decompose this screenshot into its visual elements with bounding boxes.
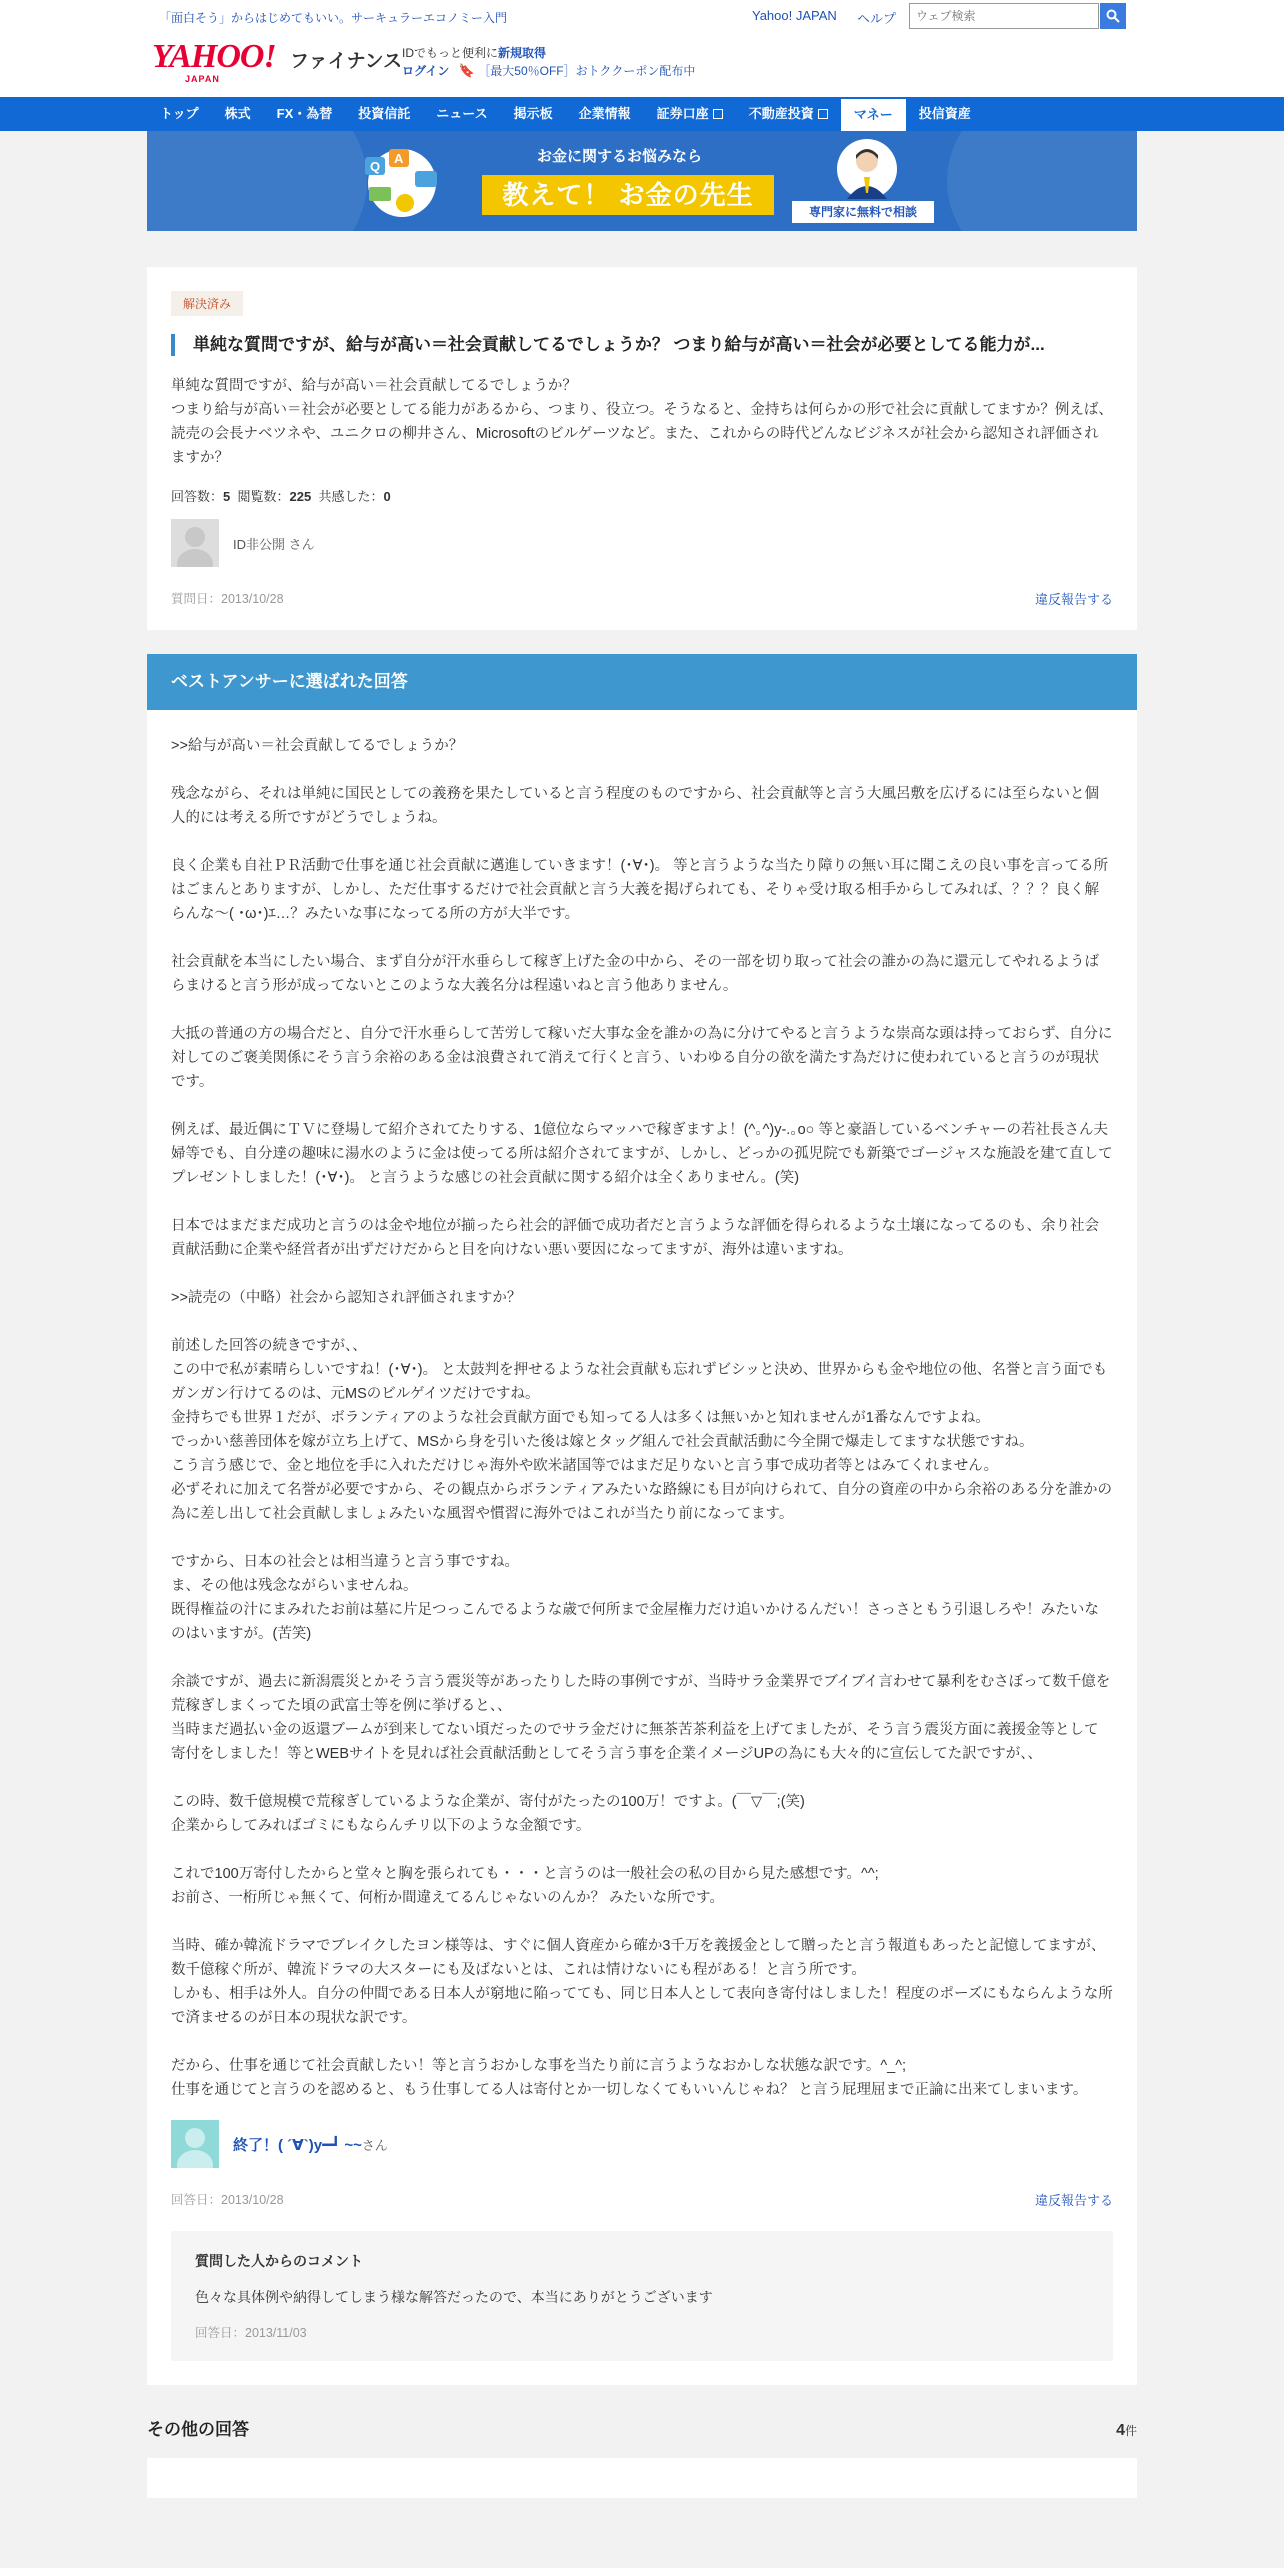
question-body [171, 374, 1113, 470]
asker-comment [171, 2231, 1113, 2361]
avatar [171, 519, 219, 567]
status-badge: 解決済み [171, 291, 243, 316]
answer-paragraph: 良く企業も自社ＰＲ活動で仕事を通じ社会貢献に邁進していきます！(･∀･)。 等と言うような当たり障りの無い耳に聞こえの良い事を言ってる所はごまんとありますが、しかし、ただ仕事するだけで社会貢献と言う大義を掲げられても、そりゃ受け取る相手からしてみれば、？？？良く解らんな～( ･ω･)ｴ…？みたいな事になってる所の方が大半です。 [171, 858, 1109, 922]
site-header [0, 32, 1284, 97]
nav-fund-assets[interactable] [906, 97, 984, 131]
nav-board[interactable] [501, 97, 566, 131]
service-name[interactable]: ファイナンス [290, 51, 403, 72]
nav-company[interactable] [566, 97, 644, 131]
answer-date: 回答日：2013/10/28 [171, 2193, 284, 2207]
banner-cta[interactable]: 専門家に無料で相談 [792, 201, 934, 223]
svg-text:A: A [394, 151, 404, 166]
comment-date: 回答日：2013/11/03 [195, 2326, 307, 2340]
answer-paragraph: ですから、日本の社会とは相当違うと言う事ですね。 ま、その他は残念ながらいませんね。 既得権益の汁にまみれたお前は墓に片足つっこんでるような歳で何所まで金屋権力だけ追いかけるんだい！さっさともう引退しろや！みたいなのはいますが。(苦笑) [171, 1554, 1099, 1642]
question-meta [171, 589, 1113, 608]
yahoo-logo[interactable]: YAHOO! [152, 38, 276, 75]
answer-paragraph: 前述した回答の続きですが、、 この中で私が素晴らしいですね！(･∀･)。 と太鼓判を押せるような社会貢献も忘れずビシッと決め、世界からも金や地位の他、名誉と言う面でもガンガン行けてるのは、元MSのビルゲイツだけですね。 金持ちでも世界１だが、ボランティアのような社会貢献方面でも知ってる人は多くは無いかと知れませんが1番なんですよね。 でっかい慈善団体を嫁が立ち上げて、MSから身を引いた後は嫁とタッグ組んで社会貢献活動に今全開で爆走してますな状態ですね。 こう言う感じで、金と地位を手に入れただけじゃ海外や欧米諸国等ではまだ足りないと言う事で成功者等とはみてくれません。 必ずそれに加えて名誉が必要ですから、その観点からボランティアみたいな路線にも目が向けられて、自分の資産の中から余裕のある分を誰かの為に差し出して社会貢献しましょみたいな風習や慣習に海外ではこれが当たり前になってます。 [171, 1338, 1113, 1522]
answer-paragraph: この時、数千億規模で荒稼ぎしているような企業が、寄付がたったの100万！ですよ。(￣▽￣;(笑) 企業からしてみればゴミにもならんチリ以下のような金額です。 [171, 1794, 805, 1834]
nav-label: 企業情報 [578, 106, 631, 121]
register-link[interactable]: 新規取得 [498, 46, 547, 60]
web-search-input[interactable] [909, 3, 1099, 29]
nav-label: ニュース [436, 106, 488, 121]
answer-paragraph: >>読売の（中略）社会から認知され評価されますか？ [171, 1290, 522, 1306]
answerer-name-link[interactable]: 終了！( ´∀`)y━┛ ~~ [233, 2136, 362, 2154]
banner-title: 教えて！ お金の先生 [482, 175, 774, 215]
nav-stocks[interactable] [212, 97, 264, 131]
advisor-icon [837, 137, 897, 203]
top-bar [0, 0, 1284, 32]
nav-label: 掲示板 [513, 106, 553, 121]
svg-text:Q: Q [370, 159, 381, 174]
question-stats [171, 486, 1113, 505]
other-answers-number: 4 [1116, 2422, 1125, 2439]
login-link[interactable]: ログイン [402, 64, 450, 78]
login-row [402, 62, 695, 79]
external-link-icon [713, 109, 723, 119]
best-answer-card [147, 710, 1137, 2385]
nav-label: トップ [160, 106, 199, 121]
yahoo-japan-link[interactable]: Yahoo! JAPAN [752, 8, 837, 23]
question-body-line: つまり給与が高い＝社会が必要としてる能力があるから、つまり、役立つ。そうなると、金持ちは何らかの形で社会に貢献してますか？例えば、読売の会長ナベツネや、ユニクロの柳井さん、Microsoftのビルゲーツなど。また、これからの時代どんなビジネスが社会から認知され評価されますか？ [171, 402, 1113, 466]
banner-decoration [147, 131, 367, 231]
answer-paragraph: 日本ではまだまだ成功と言うのは金や地位が揃ったら社会的評価で成功者だと言うような評価を得られるような土壌になってるのも、余り社会貢献活動に企業や経営者が出ずだけだからと目を向けない悪い要因になってますが、海外は違いますね。 [171, 1218, 1099, 1258]
other-answers-title: その他の回答 [147, 2420, 249, 2439]
question-date: 質問日：2013/10/28 [171, 592, 284, 606]
other-answers-header [147, 2415, 1137, 2440]
external-link-icon [818, 109, 828, 119]
report-answer-link[interactable]: 違反報告する [1034, 2193, 1113, 2208]
nav-label: 投信資産 [918, 106, 971, 121]
nav-label: 投資信託 [358, 106, 411, 121]
coupon-icon: 🔖 [458, 63, 475, 78]
nav-label: マネー [853, 107, 893, 122]
answer-paragraph: だから、仕事を通じて社会貢献したい！等と言うおかしな事を当たり前に言うようなおかしな状態な訳です。^_^; 仕事を通じてと言うのを認めると、もう仕事してる人は寄付とか一切しなくてもいいんじゃね？ と言う屁理屈まで正論に出来てしまいます。 [171, 2058, 1088, 2098]
nav-label: 株式 [224, 106, 251, 121]
help-link[interactable]: ヘルプ [857, 11, 897, 26]
empathy-count: 0 [383, 489, 391, 504]
id-promo-text: IDでもっと便利に [402, 46, 499, 60]
answer-paragraph: 当時、確か韓流ドラマでブレイクしたヨン様等は、すぐに個人資産から確か3千万を義援金として贈ったと言う報道もあったと記憶してますが、数千億稼ぐ所が、韓流ドラマの大スターにも及ばないとは、これは情けないにも程がある！と言う所です。 しかも、相手は外人。自分の仲間である日本人が窮地に陥ってても、同じ日本人として表向き寄付はしました！程度のポーズにもならんような所で済ませるのが日本の現状な訳です。 [171, 1938, 1113, 2026]
avatar [171, 2120, 219, 2168]
nav-label: FX・為替 [276, 106, 333, 121]
comment-title: 質問した人からのコメント [195, 2253, 363, 2269]
search-button[interactable] [1100, 3, 1126, 29]
nav-realestate[interactable] [736, 97, 841, 131]
answers-label: 回答数： [171, 489, 224, 504]
comment-body: 色々な具体例や納得してしまう様な解答だったので、本当にありがとうございます [195, 2289, 713, 2305]
nav-label: 不動産投資 [748, 106, 814, 121]
nav-money[interactable] [841, 99, 906, 131]
banner-subtitle: お金に関するお悩みなら [537, 148, 703, 165]
answerer [171, 2120, 1113, 2168]
report-question-link[interactable]: 違反報告する [1034, 592, 1113, 607]
nav-brokerage[interactable] [644, 97, 736, 131]
yahoo-logo-sub: JAPAN [185, 74, 220, 84]
nav-funds[interactable] [345, 97, 423, 131]
asker-name: ID非公開 さん [233, 536, 315, 552]
question-title: 単純な質問ですが、給与が高い＝社会貢献してるでしょうか？ つまり給与が高い＝社会が必要としてる能力が... [171, 334, 1113, 356]
views-label: 閲覧数： [237, 489, 290, 504]
best-answer-body [171, 734, 1113, 2102]
answer-paragraph: >>給与が高い＝社会貢献してるでしょうか？ [171, 738, 464, 754]
answer-paragraph: 例えば、最近偶にＴＶに登場して紹介されてたりする、1億位ならマッハで稼ぎますよ！(^｡^)y-.｡o○ 等と豪語しているベンチャーの若社長さん夫婦等でも、自分達の趣味に湯水のように金は使ってる所は紹介されてますが、しかし、どっかの孤児院でも新築でゴージャスな施設を建て直してプレゼントしました！(･∀･)。 と言うような感じの社会貢献に関する紹介は全くありません。(笑) [171, 1122, 1113, 1186]
question-card [147, 267, 1137, 630]
other-answers-suffix: 件 [1124, 2424, 1137, 2438]
qa-illustration-icon [347, 143, 457, 223]
nav-news[interactable] [423, 97, 500, 131]
answer-meta [171, 2190, 1113, 2209]
nav-label: 証券口座 [656, 106, 709, 121]
best-answer-heading: ベストアンサーに選ばれた回答 [147, 654, 1137, 710]
other-answers-count [1116, 2422, 1137, 2440]
coupon-link[interactable]: ［最大50％OFF］おトククーポン配布中 [478, 64, 696, 78]
answer-paragraph: 社会貢献を本当にしたい場合、まず自分が汗水垂らして稼ぎ上げた金の中から、その一部を切り取って社会の誰かの為に還元してやれるようばらまけると言う形が成ってないとこのような大義名分は程遠いねと言う他ありません。 [171, 954, 1099, 994]
banner-decoration [947, 131, 1137, 231]
answers-count: 5 [223, 489, 231, 504]
nav-top[interactable] [147, 97, 212, 131]
id-promo [402, 44, 546, 61]
money-sensei-banner[interactable] [147, 131, 1137, 231]
global-nav [0, 97, 1284, 131]
asker [171, 519, 1113, 567]
search-icon [1106, 9, 1120, 23]
nav-fx[interactable] [264, 97, 346, 131]
answer-paragraph: 余談ですが、過去に新潟震災とかそう言う震災等があったりした時の事例ですが、当時サラ金業界でブイブイ言わせて暴利をむさぼって数千億を荒稼ぎしまくってた頃の武富士等を例に挙げると、、 当時まだ過払い金の返還ブームが到来してない頃だったのでサラ金だけに無茶苦茶利益を上げてましたが、そう言う震災方面に義援金等として寄付をしました！等とWEBサイトを見れば社会貢献活動としてそう言う事を企業イメージUPの為にも大々的に宣伝してた訳ですが、、 [171, 1674, 1111, 1762]
views-count: 225 [289, 489, 312, 504]
answer-paragraph: 残念ながら、それは単純に国民としての義務を果たしていると言う程度のものですから、社会貢献等と言う大風呂敷を広げるには至らないと個人的には考える所ですがどうでしょうね。 [171, 786, 1099, 826]
answerer-suffix: さん [361, 2137, 388, 2153]
other-answer-card [147, 2458, 1137, 2498]
promo-link[interactable]: 「面白そう」からはじめてもいい。サーキュラーエコノミー入門 [159, 11, 508, 25]
empathy-label: 共感した： [318, 489, 384, 504]
answer-paragraph: これで100万寄付したからと堂々と胸を張られても・・・と言うのは一般社会の私の目から見た感想です。^^; お前さ、一桁所じゃ無くて、何桁か間違えてるんじゃないのんか？ みたいな所です。 [171, 1866, 879, 1906]
answer-paragraph: 大抵の普通の方の場合だと、自分で汗水垂らして苦労して稼いだ大事な金を誰かの為に分けてやると言うような崇高な頭は持っておらず、自分に対してのご褒美関係にそう言う余裕のある金は浪費されて消えて行くと言う、いわゆる自分の欲を満たす為だけに使われていると言うのが現状です。 [171, 1026, 1113, 1090]
question-body-line: 単純な質問ですが、給与が高い＝社会貢献してるでしょうか？ [171, 378, 577, 394]
